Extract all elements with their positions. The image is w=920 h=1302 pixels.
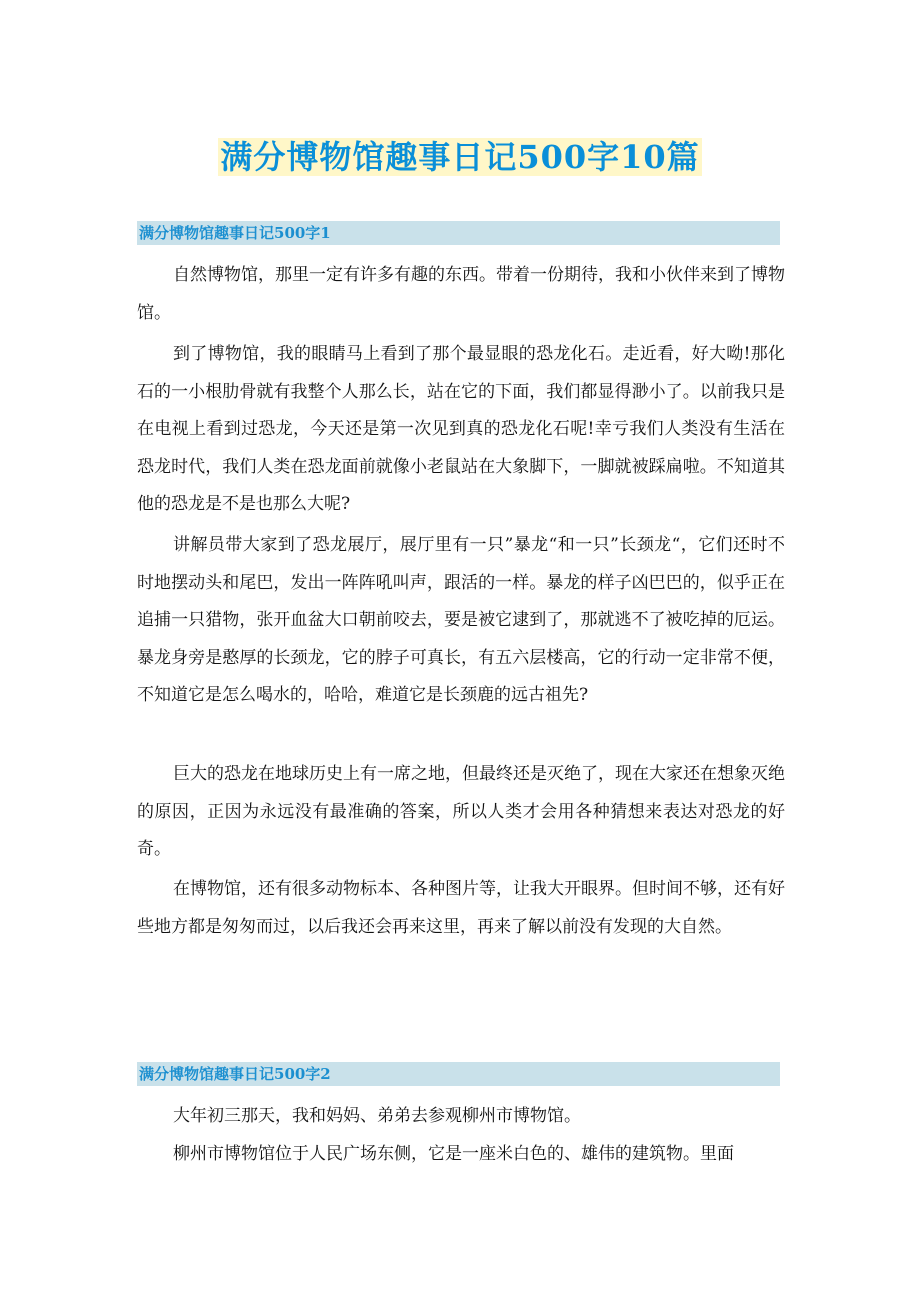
section-heading-2: 满分博物馆趣事日记500字2 xyxy=(137,1062,780,1086)
paragraph: 到了博物馆，我的眼睛马上看到了那个最显眼的恐龙化石。走近看，好大呦!那化石的一小根肋骨就有我整个人那么长，站在它的下面，我们都显得渺小了。以前我只是在电视上看到过恐龙，今天还是第一次见到真的恐龙化石呢!幸亏我们人类没有生活在恐龙时代，我们人类在恐龙面前就像小老鼠站在大象脚下，一脚就被踩扁啦。不知道其他的恐龙是不是也那么大呢? xyxy=(137,344,785,514)
document-title xyxy=(0,134,920,180)
paragraph: 巨大的恐龙在地球历史上有一席之地，但最终还是灭绝了，现在大家还在想象灭绝的原因，正因为永远没有最准确的答案，所以人类才会用各种猜想来表达对恐龙的好奇。 xyxy=(137,764,785,859)
document-title-text: 满分博物馆趣事日记500字10篇 xyxy=(220,138,700,176)
paragraph: 自然博物馆，那里一定有许多有趣的东西。带着一份期待，我和小伙伴来到了博物馆。 xyxy=(137,265,785,323)
paragraph: 大年初三那天，我和妈妈、弟弟去参观柳州市博物馆。 xyxy=(173,1106,581,1126)
section-heading-1: 满分博物馆趣事日记500字1 xyxy=(137,221,780,245)
paragraph: 讲解员带大家到了恐龙展厅，展厅里有一只”暴龙“和一只”长颈龙“，它们还时不时地摆动头和尾巴，发出一阵阵吼叫声，跟活的一样。暴龙的样子凶巴巴的，似乎正在追捕一只猎物，张开血盆大口朝前咬去，要是被它逮到了，那就逃不了被吃掉的厄运。暴龙身旁是憨厚的长颈龙，它的脖子可真长，有五六层楼高，它的行动一定非常不便，不知道它是怎么喝水的，哈哈，难道它是长颈鹿的远古祖先? xyxy=(137,535,785,705)
paragraph: 柳州市博物馆位于人民广场东侧，它是一座米白色的、雄伟的建筑物。里面 xyxy=(173,1144,734,1164)
paragraph: 在博物馆，还有很多动物标本、各种图片等，让我大开眼界。但时间不够，还有好些地方都是匆匆而过，以后我还会再来这里，再来了解以前没有发现的大自然。 xyxy=(137,879,785,937)
